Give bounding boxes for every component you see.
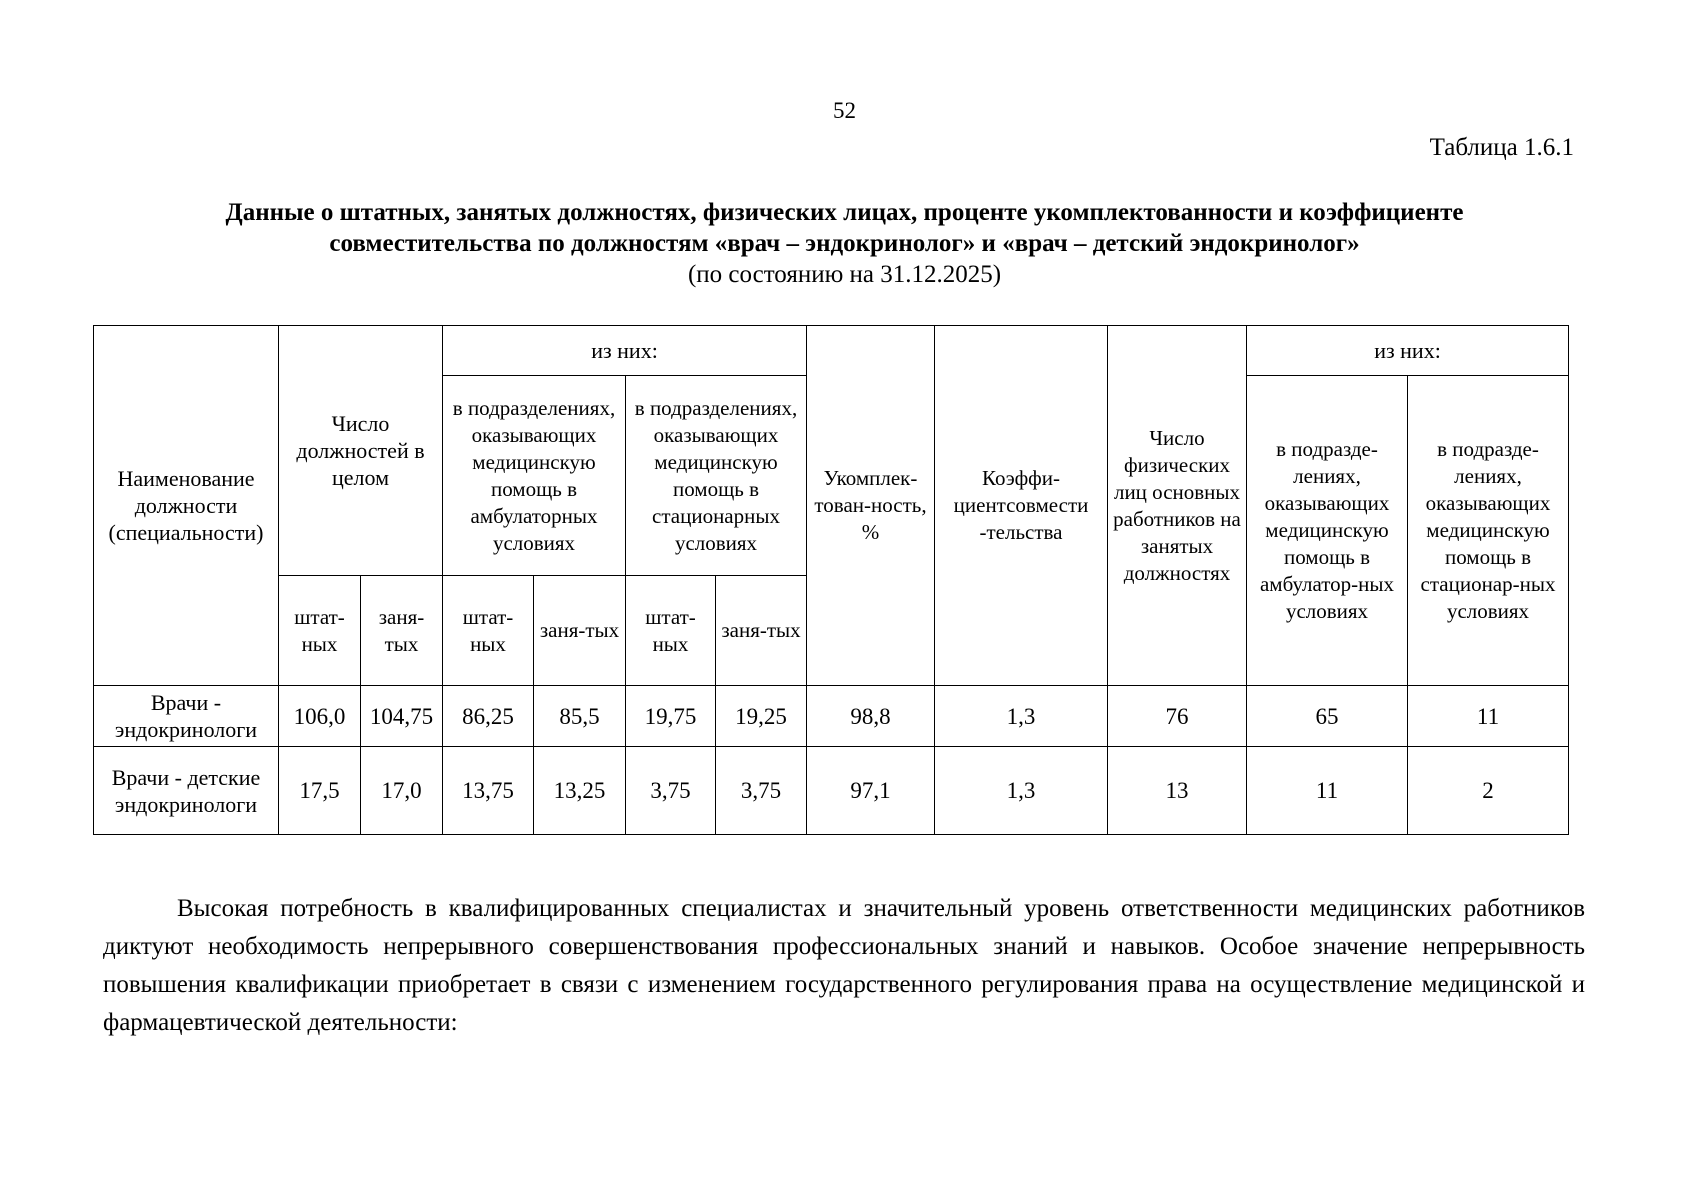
body-paragraph: Высокая потребность в квалифицированных специалистах и значительный уровень ответственности медицинских работников диктуют необходимость непрерывного совершенствования профессиональных знаний и навыков. Особое значение непрерывность повышения квалификации приобретает в связи с изменением государственного регулирования права на осуществление медицинской и фармацевтической деятельности:: [103, 895, 1585, 1036]
header-staff-total: штат-ных: [279, 576, 361, 686]
title-line-1: Данные о штатных, занятых должностях, физических лицах, проценте укомплектованности и коэффициенте: [225, 199, 1464, 226]
header-amb-units: в подразделениях, оказывающих медицинскую помощь в амбулаторных условиях: [443, 376, 626, 576]
header-occ-total: заня-тых: [361, 576, 443, 686]
cell-total-occ: 17,0: [361, 747, 443, 835]
cell-persons-stat: 2: [1408, 747, 1569, 835]
cell-persons-stat: 11: [1408, 686, 1569, 747]
header-stat-units: в подразделениях, оказывающих медицинскую помощь в стационарных условиях: [626, 376, 807, 576]
cell-total-staff: 106,0: [279, 686, 361, 747]
header-occ-stat: заня-тых: [716, 576, 807, 686]
cell-persons-amb: 65: [1247, 686, 1408, 747]
cell-stat-occ: 3,75: [716, 747, 807, 835]
cell-stat-occ: 19,25: [716, 686, 807, 747]
cell-persons-amb: 11: [1247, 747, 1408, 835]
header-of-them-2: из них:: [1247, 326, 1569, 376]
row-name: Врачи - эндокринологи: [94, 686, 279, 747]
page-number: 52: [833, 98, 856, 123]
header-staffing: Укомплек-тован-ность, %: [807, 326, 935, 686]
header-staff-amb: штат-ных: [443, 576, 534, 686]
cell-amb-staff: 13,75: [443, 747, 534, 835]
table-row: [94, 686, 1569, 747]
cell-amb-staff: 86,25: [443, 686, 534, 747]
header-positions-total: Число должностей в целом: [279, 326, 443, 576]
header-persons: Число физических лиц основных работников на занятых должностях: [1108, 326, 1247, 686]
cell-coefficient: 1,3: [935, 686, 1108, 747]
header-occ-amb: заня-тых: [534, 576, 626, 686]
cell-persons: 76: [1108, 686, 1247, 747]
staffing-table-wrapper: [93, 325, 1569, 835]
cell-staffing: 97,1: [807, 747, 935, 835]
cell-amb-occ: 85,5: [534, 686, 626, 747]
table-title: [100, 197, 1589, 290]
header-name: Наименование должности (специальности): [94, 326, 279, 686]
header-persons-stat: в подразде-лениях, оказывающих медицинскую помощь в стационар-ных условиях: [1408, 376, 1569, 686]
header-row-1: [94, 326, 1569, 376]
header-of-them-1: из них:: [443, 326, 807, 376]
title-line-2: совместительства по должностям «врач – эндокринолог» и «врач – детский эндокринолог»: [329, 230, 1360, 257]
cell-coefficient: 1,3: [935, 747, 1108, 835]
cell-stat-staff: 19,75: [626, 686, 716, 747]
table-row: [94, 747, 1569, 835]
cell-staffing: 98,8: [807, 686, 935, 747]
cell-total-occ: 104,75: [361, 686, 443, 747]
header-persons-amb: в подразде-лениях, оказывающих медицинскую помощь в амбулатор-ных условиях: [1247, 376, 1408, 686]
title-line-3: (по состоянию на 31.12.2025): [687, 261, 1002, 288]
cell-total-staff: 17,5: [279, 747, 361, 835]
cell-persons: 13: [1108, 747, 1247, 835]
header-staff-stat: штат-ных: [626, 576, 716, 686]
table-label: Таблица 1.6.1: [1429, 134, 1574, 161]
header-coefficient: Коэффи-циентсовмести -тельства: [935, 326, 1108, 686]
cell-amb-occ: 13,25: [534, 747, 626, 835]
cell-stat-staff: 3,75: [626, 747, 716, 835]
staffing-table: [93, 325, 1569, 835]
row-name: Врачи - детские эндокринологи: [94, 747, 279, 835]
